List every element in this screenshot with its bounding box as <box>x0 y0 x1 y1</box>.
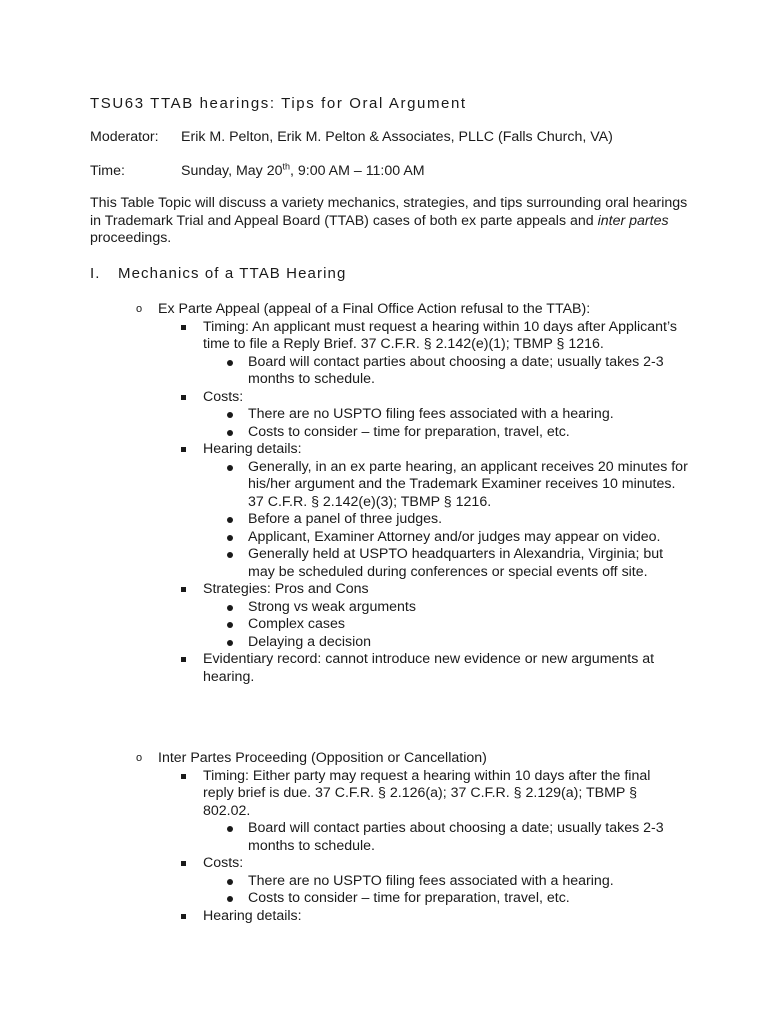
inter-partes-costs-sub-2: Costs to consider – time for preparation, travel, etc. <box>248 890 688 908</box>
intro-paragraph: This Table Topic will discuss a variety mechanics, strategies, and tips surrounding oral hearings in Trademark Trial and Appeal Board (TTAB) cases of both ex parte appeals and inter partes proceedings. <box>90 195 688 246</box>
inter-partes-costs-sub-1: There are no USPTO filing fees associated with a hearing. <box>248 873 688 891</box>
moderator-row <box>90 129 613 147</box>
ex-parte-strategies-sub-2: Complex cases <box>248 616 688 634</box>
ex-parte-costs: Costs: <box>203 389 683 407</box>
ex-parte-strategies: Strategies: Pros and Cons <box>203 581 683 599</box>
section-heading <box>90 265 346 283</box>
time-label: Time: <box>90 163 125 179</box>
ex-parte-costs-sub-2: Costs to consider – time for preparation, travel, etc. <box>248 424 688 442</box>
section-number: I. <box>90 265 101 282</box>
inter-partes-costs: Costs: <box>203 855 683 873</box>
moderator-label: Moderator: <box>90 129 159 145</box>
time-row <box>90 163 425 181</box>
ex-parte-heading: o Ex Parte Appeal (appeal of a Final Office Action refusal to the TTAB): <box>158 301 698 319</box>
inter-partes-section <box>0 750 768 925</box>
inter-partes-heading: o Inter Partes Proceeding (Opposition or Cancellation) <box>158 750 698 768</box>
inter-partes-details: Hearing details: <box>203 908 683 926</box>
ex-parte-strategies-sub-1: Strong vs weak arguments <box>248 599 688 617</box>
ex-parte-costs-sub-1: There are no USPTO filing fees associated with a hearing. <box>248 406 688 424</box>
ex-parte-section <box>0 301 768 686</box>
section-title: Mechanics of a TTAB Hearing <box>118 265 347 282</box>
ex-parte-details-sub-2: Before a panel of three judges. <box>248 511 688 529</box>
ex-parte-details: Hearing details: <box>203 441 683 459</box>
document-title: TSU63 TTAB hearings: Tips for Oral Argument <box>90 95 467 112</box>
time-value: Sunday, May 20th, 9:00 AM – 11:00 AM <box>181 161 425 179</box>
ex-parte-strategies-sub-3: Delaying a decision <box>248 634 688 652</box>
moderator-value: Erik M. Pelton, Erik M. Pelton & Associates, PLLC (Falls Church, VA) <box>181 129 613 145</box>
ex-parte-timing: Timing: An applicant must request a hearing within 10 days after Applicant’s time to file a Reply Brief. 37 C.F.R. § 2.142(e)(1); TBMP § 1216. <box>203 319 683 354</box>
ex-parte-evidentiary: Evidentiary record: cannot introduce new evidence or new arguments at hearing. <box>203 651 683 686</box>
ex-parte-details-sub-3: Applicant, Examiner Attorney and/or judges may appear on video. <box>248 529 688 547</box>
ex-parte-details-sub-1: Generally, in an ex parte hearing, an applicant receives 20 minutes for his/her argument and the Trademark Examiner receives 10 minutes. 37 C.F.R. § 2.142(e)(3); TBMP § 1216. <box>248 458 688 510</box>
ex-parte-timing-sub: Board will contact parties about choosing a date; usually takes 2-3 months to schedule. <box>248 354 688 389</box>
inter-partes-timing: Timing: Either party may request a hearing within 10 days after the final reply brief is due. 37 C.F.R. § 2.126(a); 37 C.F.R. § 2.129(a); TBMP § 802.02. <box>203 768 683 821</box>
inter-partes-timing-sub: Board will contact parties about choosing a date; usually takes 2-3 months to schedule. <box>248 820 688 855</box>
ex-parte-details-sub-4: Generally held at USPTO headquarters in Alexandria, Virginia; but may be scheduled during conferences or special events off site. <box>248 546 688 581</box>
